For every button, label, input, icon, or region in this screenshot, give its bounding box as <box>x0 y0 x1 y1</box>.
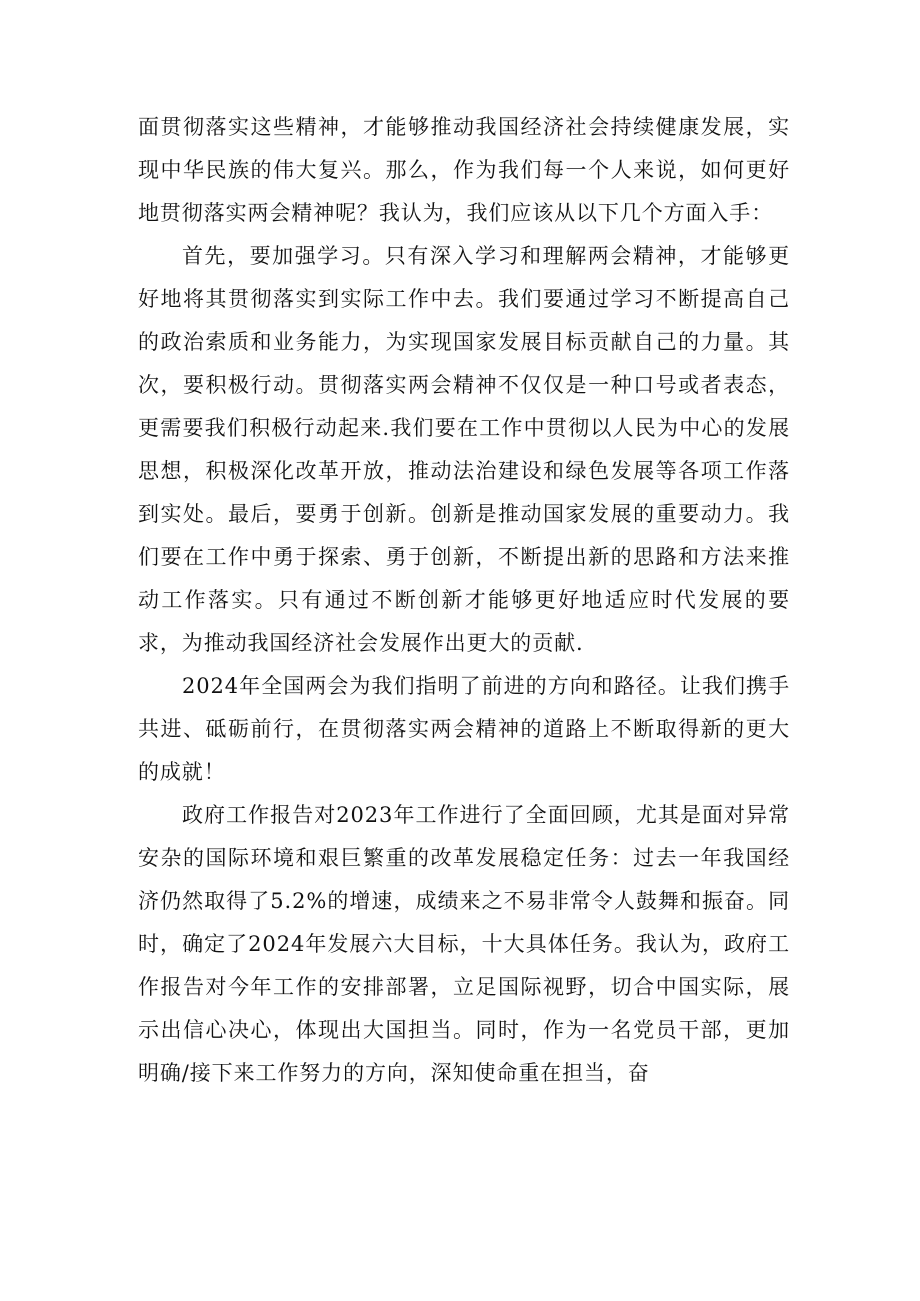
paragraph-study-action-innovation: 首先，要加强学习。只有深入学习和理解两会精神，才能够更好地将其贯彻落实到实际工作中去。我们要通过学习不断提高自己的政治索质和业务能力，为实现国家发展目标贡献自己的力量。其次，要积极行动。贯彻落实两会精神不仅仅是一种口号或者表态，更需要我们积极行动起来.我们要在工作中贯彻以人民为中心的发展思想，积极深化改革开放，推动法治建设和绿色发展等各项工作落到实处。最后，要勇于创新。创新是推动国家发展的重要动力。我们要在工作中勇于探索、勇于创新，不断提出新的思路和方法来推动工作落实。只有通过不断创新才能够更好地适应时代发展的要求，为推动我国经济社会发展作出更大的贡献. <box>138 244 790 655</box>
paragraph-continuation: 面贯彻落实这些精神，才能够推动我国经济社会持续健康发展，实现中华民族的伟大复兴。那么，作为我们每一个人来说，如何更好地贯彻落实两会精神呢？我认为，我们应该从以下几个方面入手： <box>138 115 790 225</box>
paragraph-two-sessions-2024: 2024年全国两会为我们指明了前进的方向和路径。让我们携手共进、砥砺前行，在贯彻落实两会精神的道路上不断取得新的更大的成就！ <box>138 674 790 784</box>
document-body <box>138 106 790 1095</box>
paragraph-government-work-report: 政府工作报告对2023年工作进行了全面回顾，尤其是面对异常安杂的国际环境和艰巨繁重的改革发展稳定任务：过去一年我国经济仍然取得了5.2%的增速，成绩来之不易非常令人鼓舞和振奋。同时，确定了2024年发展六大目标，十大具体任务。我认为，政府工作报告对今年工作的安排部署，立足国际视野，切合中国实际，展示出信心决心，体现出大国担当。同时，作为一名党员干部，更加明确/接下来工作努力的方向，深知使命重在担当，奋 <box>138 803 790 1085</box>
